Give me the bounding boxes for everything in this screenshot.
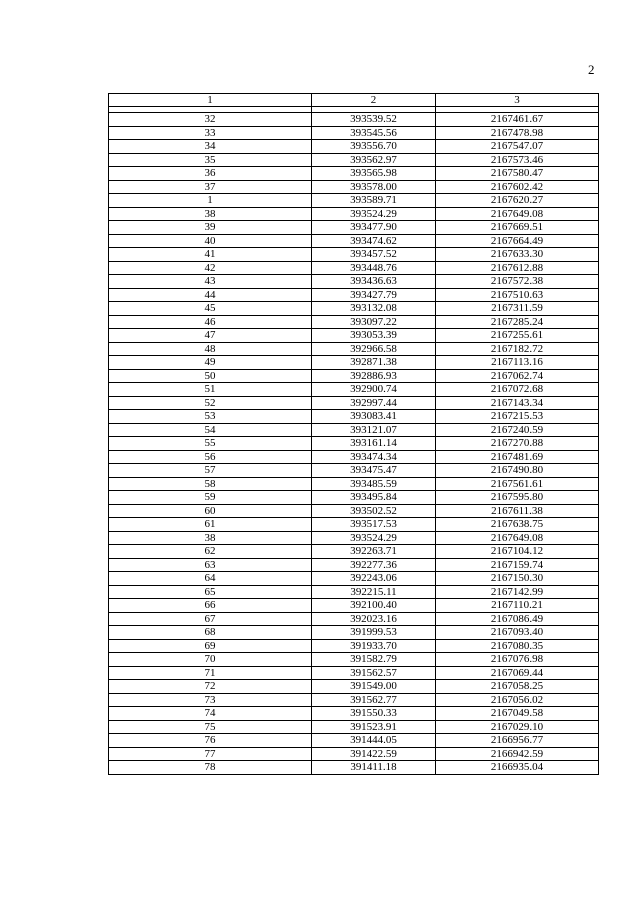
y-coordinate-cell: 2167669.51 [436, 221, 599, 235]
y-coordinate-cell: 2166956.77 [436, 734, 599, 748]
point-number-cell: 62 [109, 545, 312, 559]
table-row [109, 261, 599, 275]
point-number-cell: 40 [109, 234, 312, 248]
x-coordinate-cell: 393524.29 [312, 207, 436, 221]
y-coordinate-cell: 2167461.67 [436, 113, 599, 127]
point-number-cell: 33 [109, 126, 312, 140]
table-row [109, 369, 599, 383]
x-coordinate-cell: 393121.07 [312, 423, 436, 437]
point-number-cell: 74 [109, 707, 312, 721]
point-number-cell: 72 [109, 680, 312, 694]
point-number-cell: 77 [109, 747, 312, 761]
y-coordinate-cell: 2167311.59 [436, 302, 599, 316]
x-coordinate-cell: 393524.29 [312, 531, 436, 545]
x-coordinate-cell: 391550.33 [312, 707, 436, 721]
x-coordinate-cell: 393495.84 [312, 491, 436, 505]
x-coordinate-cell: 393539.52 [312, 113, 436, 127]
y-coordinate-cell: 2167086.49 [436, 612, 599, 626]
point-number-cell: 78 [109, 761, 312, 775]
column-header-x: 2 [312, 94, 436, 107]
y-coordinate-cell: 2167076.98 [436, 653, 599, 667]
x-coordinate-cell: 392966.58 [312, 342, 436, 356]
table-row [109, 356, 599, 370]
table-row [109, 545, 599, 559]
table-row [109, 518, 599, 532]
column-header-y: 3 [436, 94, 599, 107]
y-coordinate-cell: 2167049.58 [436, 707, 599, 721]
table-row [109, 693, 599, 707]
y-coordinate-cell: 2167062.74 [436, 369, 599, 383]
x-coordinate-cell: 393475.47 [312, 464, 436, 478]
x-coordinate-cell: 393457.52 [312, 248, 436, 262]
x-coordinate-cell: 393565.98 [312, 167, 436, 181]
table-body [109, 107, 599, 775]
table-row [109, 626, 599, 640]
point-number-cell: 52 [109, 396, 312, 410]
x-coordinate-cell: 393132.08 [312, 302, 436, 316]
point-number-cell: 57 [109, 464, 312, 478]
y-coordinate-cell: 2166942.59 [436, 747, 599, 761]
x-coordinate-cell: 393053.39 [312, 329, 436, 343]
x-coordinate-cell: 391999.53 [312, 626, 436, 640]
point-number-cell: 70 [109, 653, 312, 667]
table-row [109, 194, 599, 208]
y-coordinate-cell: 2167620.27 [436, 194, 599, 208]
x-coordinate-cell: 393562.97 [312, 153, 436, 167]
point-number-cell: 32 [109, 113, 312, 127]
y-coordinate-cell: 2167633.30 [436, 248, 599, 262]
page-number: 2 [588, 62, 595, 77]
table-row [109, 734, 599, 748]
x-coordinate-cell: 391422.59 [312, 747, 436, 761]
point-number-cell: 37 [109, 180, 312, 194]
y-coordinate-cell: 2167159.74 [436, 558, 599, 572]
y-coordinate-cell: 2166935.04 [436, 761, 599, 775]
point-number-cell: 67 [109, 612, 312, 626]
table-row [109, 680, 599, 694]
x-coordinate-cell: 393427.79 [312, 288, 436, 302]
x-coordinate-cell: 393474.34 [312, 450, 436, 464]
table-row [109, 302, 599, 316]
point-number-cell: 42 [109, 261, 312, 275]
table-row [109, 234, 599, 248]
table-row [109, 477, 599, 491]
x-coordinate-cell: 391562.57 [312, 666, 436, 680]
x-coordinate-cell: 392900.74 [312, 383, 436, 397]
point-number-cell: 71 [109, 666, 312, 680]
table-row [109, 707, 599, 721]
y-coordinate-cell: 2167572.38 [436, 275, 599, 289]
point-number-cell: 1 [109, 194, 312, 208]
point-number-cell: 66 [109, 599, 312, 613]
x-coordinate-cell: 393477.90 [312, 221, 436, 235]
x-coordinate-cell: 391444.05 [312, 734, 436, 748]
point-number-cell: 44 [109, 288, 312, 302]
table-row [109, 585, 599, 599]
table-row [109, 612, 599, 626]
y-coordinate-cell: 2167150.30 [436, 572, 599, 586]
y-coordinate-cell: 2167649.08 [436, 531, 599, 545]
y-coordinate-cell: 2167058.25 [436, 680, 599, 694]
y-coordinate-cell: 2167072.68 [436, 383, 599, 397]
table-row [109, 248, 599, 262]
point-number-cell: 73 [109, 693, 312, 707]
y-coordinate-cell: 2167104.12 [436, 545, 599, 559]
x-coordinate-cell: 393436.63 [312, 275, 436, 289]
table-row [109, 221, 599, 235]
y-coordinate-cell: 2167143.34 [436, 396, 599, 410]
table-row [109, 180, 599, 194]
x-coordinate-cell: 392871.38 [312, 356, 436, 370]
point-number-cell: 64 [109, 572, 312, 586]
y-coordinate-cell: 2167215.53 [436, 410, 599, 424]
table-row [109, 747, 599, 761]
x-coordinate-cell: 391933.70 [312, 639, 436, 653]
y-coordinate-cell: 2167056.02 [436, 693, 599, 707]
point-number-cell: 36 [109, 167, 312, 181]
x-coordinate-cell: 393578.00 [312, 180, 436, 194]
column-header-point-number: 1 [109, 94, 312, 107]
point-number-cell: 55 [109, 437, 312, 451]
table-row [109, 207, 599, 221]
table-row [109, 410, 599, 424]
x-coordinate-cell: 392023.16 [312, 612, 436, 626]
x-coordinate-cell: 392243.06 [312, 572, 436, 586]
point-number-cell: 48 [109, 342, 312, 356]
x-coordinate-cell: 393517.53 [312, 518, 436, 532]
point-number-cell: 51 [109, 383, 312, 397]
table-row [109, 383, 599, 397]
table-row [109, 342, 599, 356]
x-coordinate-cell: 393502.52 [312, 504, 436, 518]
point-number-cell: 38 [109, 531, 312, 545]
y-coordinate-cell: 2167285.24 [436, 315, 599, 329]
table-row [109, 437, 599, 451]
table-row [109, 153, 599, 167]
y-coordinate-cell: 2167649.08 [436, 207, 599, 221]
point-number-cell: 39 [109, 221, 312, 235]
point-number-cell: 49 [109, 356, 312, 370]
y-coordinate-cell: 2167481.69 [436, 450, 599, 464]
table-row [109, 396, 599, 410]
point-number-cell: 65 [109, 585, 312, 599]
y-coordinate-cell: 2167255.61 [436, 329, 599, 343]
x-coordinate-cell: 393589.71 [312, 194, 436, 208]
y-coordinate-cell: 2167490.80 [436, 464, 599, 478]
y-coordinate-cell: 2167113.16 [436, 356, 599, 370]
x-coordinate-cell: 392277.36 [312, 558, 436, 572]
point-number-cell: 69 [109, 639, 312, 653]
y-coordinate-cell: 2167478.98 [436, 126, 599, 140]
table-row [109, 275, 599, 289]
point-number-cell: 68 [109, 626, 312, 640]
table-row [109, 167, 599, 181]
y-coordinate-cell: 2167142.99 [436, 585, 599, 599]
y-coordinate-cell: 2167580.47 [436, 167, 599, 181]
table-row [109, 491, 599, 505]
y-coordinate-cell: 2167638.75 [436, 518, 599, 532]
x-coordinate-cell: 393474.62 [312, 234, 436, 248]
y-coordinate-cell: 2167029.10 [436, 720, 599, 734]
x-coordinate-cell: 393161.14 [312, 437, 436, 451]
x-coordinate-cell: 392215.11 [312, 585, 436, 599]
table-header-row [109, 94, 599, 107]
x-coordinate-cell: 392997.44 [312, 396, 436, 410]
table-row [109, 113, 599, 127]
y-coordinate-cell: 2167664.49 [436, 234, 599, 248]
table-row [109, 329, 599, 343]
x-coordinate-cell: 392886.93 [312, 369, 436, 383]
point-number-cell: 61 [109, 518, 312, 532]
x-coordinate-cell: 393097.22 [312, 315, 436, 329]
point-number-cell: 54 [109, 423, 312, 437]
point-number-cell: 43 [109, 275, 312, 289]
x-coordinate-cell: 393083.41 [312, 410, 436, 424]
y-coordinate-cell: 2167240.59 [436, 423, 599, 437]
x-coordinate-cell: 393556.70 [312, 140, 436, 154]
table-row [109, 720, 599, 734]
y-coordinate-cell: 2167611.38 [436, 504, 599, 518]
table-row [109, 639, 599, 653]
x-coordinate-cell: 393485.59 [312, 477, 436, 491]
y-coordinate-cell: 2167182.72 [436, 342, 599, 356]
point-number-cell: 34 [109, 140, 312, 154]
table-row [109, 315, 599, 329]
point-number-cell: 50 [109, 369, 312, 383]
table-row [109, 666, 599, 680]
table-row [109, 450, 599, 464]
point-number-cell: 56 [109, 450, 312, 464]
x-coordinate-cell: 392100.40 [312, 599, 436, 613]
x-coordinate-cell: 391549.00 [312, 680, 436, 694]
point-number-cell: 75 [109, 720, 312, 734]
point-number-cell: 58 [109, 477, 312, 491]
table-row [109, 653, 599, 667]
table-row [109, 126, 599, 140]
coordinates-table [108, 93, 599, 775]
x-coordinate-cell: 391562.77 [312, 693, 436, 707]
table-row [109, 599, 599, 613]
point-number-cell: 53 [109, 410, 312, 424]
x-coordinate-cell: 391582.79 [312, 653, 436, 667]
y-coordinate-cell: 2167080.35 [436, 639, 599, 653]
table-row [109, 558, 599, 572]
table-row [109, 288, 599, 302]
y-coordinate-cell: 2167602.42 [436, 180, 599, 194]
y-coordinate-cell: 2167561.61 [436, 477, 599, 491]
y-coordinate-cell: 2167069.44 [436, 666, 599, 680]
y-coordinate-cell: 2167612.88 [436, 261, 599, 275]
table-row [109, 572, 599, 586]
x-coordinate-cell: 393545.56 [312, 126, 436, 140]
point-number-cell: 38 [109, 207, 312, 221]
y-coordinate-cell: 2167573.46 [436, 153, 599, 167]
point-number-cell: 46 [109, 315, 312, 329]
y-coordinate-cell: 2167110.21 [436, 599, 599, 613]
table-row [109, 504, 599, 518]
point-number-cell: 59 [109, 491, 312, 505]
point-number-cell: 47 [109, 329, 312, 343]
point-number-cell: 35 [109, 153, 312, 167]
point-number-cell: 63 [109, 558, 312, 572]
y-coordinate-cell: 2167093.40 [436, 626, 599, 640]
y-coordinate-cell: 2167270.88 [436, 437, 599, 451]
y-coordinate-cell: 2167510.63 [436, 288, 599, 302]
point-number-cell: 76 [109, 734, 312, 748]
point-number-cell: 60 [109, 504, 312, 518]
table-row [109, 531, 599, 545]
x-coordinate-cell: 391411.18 [312, 761, 436, 775]
y-coordinate-cell: 2167547.07 [436, 140, 599, 154]
x-coordinate-cell: 393448.76 [312, 261, 436, 275]
x-coordinate-cell: 392263.71 [312, 545, 436, 559]
point-number-cell: 41 [109, 248, 312, 262]
point-number-cell: 45 [109, 302, 312, 316]
table-row [109, 140, 599, 154]
y-coordinate-cell: 2167595.80 [436, 491, 599, 505]
table-row [109, 423, 599, 437]
table-row [109, 464, 599, 478]
table-row [109, 761, 599, 775]
x-coordinate-cell: 391523.91 [312, 720, 436, 734]
